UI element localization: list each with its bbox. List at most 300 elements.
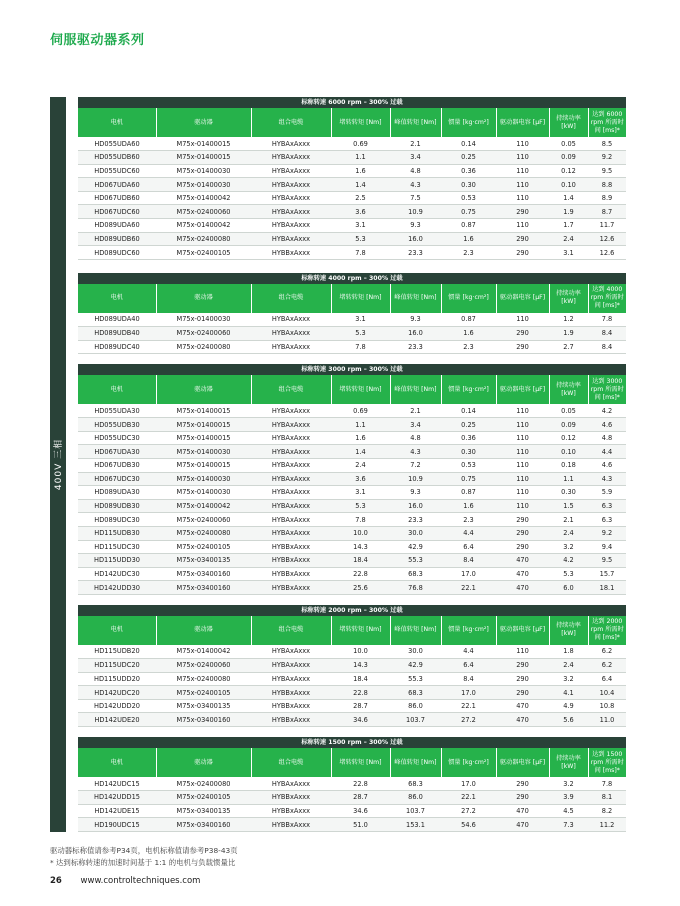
table-cell: 22.8 — [331, 567, 390, 581]
table-cell: 34.6 — [331, 804, 390, 818]
header-continuous-torque: 堵转转矩 [Nm] — [331, 108, 390, 137]
table-cell: 8.4 — [588, 340, 626, 354]
table-row — [78, 713, 626, 727]
table-cell: 1.5 — [549, 499, 588, 513]
table-cell: M75x-03400160 — [156, 581, 251, 595]
table-row — [78, 219, 626, 233]
table-cell: HD055UDC60 — [78, 164, 156, 178]
table-cell: 0.30 — [549, 486, 588, 500]
table-cell: 86.0 — [390, 791, 441, 805]
speed-section-title: 标称转速 1500 rpm – 300% 过载 — [78, 737, 626, 748]
table-cell: 0.09 — [549, 151, 588, 165]
table-row — [78, 554, 626, 568]
speed-section-title: 标称转速 4000 rpm – 300% 过载 — [78, 273, 626, 284]
table-cell: 2.3 — [441, 246, 496, 260]
table-cell: HYBAxAxxx — [251, 326, 331, 340]
table-cell: HYBAxAxxx — [251, 205, 331, 219]
table-cell: 30.0 — [390, 526, 441, 540]
table-cell: 5.3 — [331, 232, 390, 246]
table-cell: HD089UDB60 — [78, 232, 156, 246]
table-cell: 42.9 — [390, 540, 441, 554]
table-cell: HYBAxAxxx — [251, 472, 331, 486]
table-cell: 0.12 — [549, 431, 588, 445]
table-row — [78, 205, 626, 219]
table-cell: M75x-01400042 — [156, 191, 251, 205]
table-cell: HYBAxAxxx — [251, 526, 331, 540]
table-cell: HYBAxAxxx — [251, 313, 331, 327]
table-cell: 7.2 — [390, 459, 441, 473]
table-cell: HYBAxAxxx — [251, 445, 331, 459]
table-cell: 1.6 — [441, 232, 496, 246]
table-header-row — [78, 108, 626, 137]
table-cell: HYBBxAxxx — [251, 540, 331, 554]
table-cell: 10.0 — [331, 526, 390, 540]
table-cell: M75x-02400060 — [156, 326, 251, 340]
table-cell: 110 — [496, 191, 549, 205]
table-cell: 8.4 — [441, 554, 496, 568]
table-cell: 17.0 — [441, 686, 496, 700]
table-cell: 110 — [496, 137, 549, 151]
table-cell: M75x-03400135 — [156, 699, 251, 713]
table-cell: 18.4 — [331, 554, 390, 568]
table-cell: 1.4 — [549, 191, 588, 205]
table-cell: M75x-01400015 — [156, 431, 251, 445]
table-cell: 0.25 — [441, 418, 496, 432]
table-cell: 0.05 — [549, 137, 588, 151]
table-cell: 4.4 — [441, 645, 496, 659]
table-cell: HD055UDB60 — [78, 151, 156, 165]
table-row — [78, 499, 626, 513]
table-cell: 103.7 — [390, 713, 441, 727]
table-cell: 8.4 — [441, 672, 496, 686]
header-drive: 驱动器 — [156, 108, 251, 137]
table-cell: M75x-03400135 — [156, 554, 251, 568]
table-cell: 9.3 — [390, 219, 441, 233]
table-cell: 9.2 — [588, 151, 626, 165]
table-row — [78, 418, 626, 432]
header-continuous-torque: 堵转转矩 [Nm] — [331, 748, 390, 777]
table-cell: HD055UDA60 — [78, 137, 156, 151]
table-cell: 3.4 — [390, 418, 441, 432]
table-cell: HYBBxAxxx — [251, 581, 331, 595]
header-drive-capacitance: 驱动器电容 [μF] — [496, 284, 549, 313]
table-cell: HYBAxAxxx — [251, 672, 331, 686]
table-cell: 34.6 — [331, 713, 390, 727]
header-motor: 电机 — [78, 108, 156, 137]
table-cell: 25.6 — [331, 581, 390, 595]
header-drive-capacitance: 驱动器电容 [μF] — [496, 108, 549, 137]
table-cell: HYBAxAxxx — [251, 191, 331, 205]
table-row — [78, 459, 626, 473]
table-cell: 6.2 — [588, 645, 626, 659]
table-cell: 8.5 — [588, 137, 626, 151]
table-cell: 2.1 — [390, 137, 441, 151]
spec-table — [78, 748, 626, 832]
table-cell: 6.4 — [441, 540, 496, 554]
table-cell: 10.9 — [390, 472, 441, 486]
speed-section-title: 标称转速 2000 rpm – 300% 过载 — [78, 605, 626, 616]
table-cell: 0.10 — [549, 178, 588, 192]
table-cell: 2.5 — [331, 191, 390, 205]
spec-table — [78, 108, 626, 260]
table-row — [78, 191, 626, 205]
table-cell: 290 — [496, 659, 549, 673]
table-cell: 110 — [496, 459, 549, 473]
table-row — [78, 818, 626, 832]
table-cell: 5.3 — [331, 499, 390, 513]
table-row — [78, 540, 626, 554]
table-cell: 51.0 — [331, 818, 390, 832]
table-cell: M75x-01400030 — [156, 313, 251, 327]
header-drive-capacitance: 驱动器电容 [μF] — [496, 375, 549, 404]
table-cell: 4.9 — [549, 699, 588, 713]
table-cell: 17.0 — [441, 777, 496, 791]
header-inertia: 惯量 [kg·cm²] — [441, 748, 496, 777]
table-row — [78, 431, 626, 445]
table-cell: 8.9 — [588, 191, 626, 205]
table-row — [78, 232, 626, 246]
table-row — [78, 164, 626, 178]
table-cell: 7.8 — [588, 777, 626, 791]
table-header-row — [78, 375, 626, 404]
table-cell: 1.8 — [549, 645, 588, 659]
header-motor: 电机 — [78, 748, 156, 777]
table-cell: 3.1 — [331, 313, 390, 327]
table-cell: 6.3 — [588, 499, 626, 513]
table-cell: 9.5 — [588, 554, 626, 568]
table-cell: 14.3 — [331, 540, 390, 554]
table-cell: 18.4 — [331, 672, 390, 686]
table-cell: HYBAxAxxx — [251, 431, 331, 445]
speed-section-title: 标称转速 6000 rpm – 300% 过载 — [78, 97, 626, 108]
table-cell: M75x-02400080 — [156, 526, 251, 540]
table-cell: M75x-03400160 — [156, 713, 251, 727]
header-inertia: 惯量 [kg·cm²] — [441, 616, 496, 645]
table-cell: 110 — [496, 645, 549, 659]
table-cell: 1.2 — [549, 313, 588, 327]
table-cell: 3.1 — [549, 246, 588, 260]
table-cell: 7.8 — [331, 513, 390, 527]
header-inertia: 惯量 [kg·cm²] — [441, 108, 496, 137]
table-cell: 0.36 — [441, 431, 496, 445]
table-cell: 4.6 — [588, 418, 626, 432]
website-link[interactable]: www.controltechniques.com — [80, 876, 201, 886]
table-cell: 27.2 — [441, 804, 496, 818]
table-cell: HYBAxAxxx — [251, 459, 331, 473]
table-cell: 8.4 — [588, 326, 626, 340]
table-cell: 110 — [496, 499, 549, 513]
table-cell: HD142UDC30 — [78, 567, 156, 581]
table-cell: HD055UDA30 — [78, 404, 156, 418]
table-cell: 8.7 — [588, 205, 626, 219]
table-cell: 17.0 — [441, 567, 496, 581]
table-cell: 6.2 — [588, 659, 626, 673]
table-cell: HYBAxAxxx — [251, 164, 331, 178]
table-cell: 68.3 — [390, 686, 441, 700]
table-cell: 110 — [496, 418, 549, 432]
table-row — [78, 699, 626, 713]
table-cell: HYBBxAxxx — [251, 713, 331, 727]
table-cell: M75x-02400060 — [156, 513, 251, 527]
table-cell: 0.09 — [549, 418, 588, 432]
spec-table — [78, 284, 626, 354]
header-continuous-power: 持续功率 [kW] — [549, 375, 588, 404]
table-cell: HD089UDB30 — [78, 499, 156, 513]
header-drive: 驱动器 — [156, 284, 251, 313]
table-row — [78, 513, 626, 527]
table-cell: HD055UDB30 — [78, 418, 156, 432]
table-cell: M75x-01400015 — [156, 137, 251, 151]
speed-section — [78, 364, 626, 595]
speed-section — [78, 605, 626, 727]
table-cell: 23.3 — [390, 246, 441, 260]
table-cell: HD142UDD15 — [78, 791, 156, 805]
header-drive: 驱动器 — [156, 616, 251, 645]
footnote-acceleration: * 达到标称转速的加速时间基于 1:1 的电机与负载惯量比 — [50, 858, 236, 867]
header-drive: 驱动器 — [156, 748, 251, 777]
table-cell: 7.3 — [549, 818, 588, 832]
table-cell: M75x-01400015 — [156, 151, 251, 165]
table-cell: HYBBxAxxx — [251, 818, 331, 832]
table-cell: 7.8 — [588, 313, 626, 327]
table-cell: 3.4 — [390, 151, 441, 165]
table-cell: HD115UDC30 — [78, 540, 156, 554]
table-cell: 3.2 — [549, 672, 588, 686]
header-acceleration-time: 达到 2000 rpm 所需时间 [ms]* — [588, 616, 626, 645]
table-cell: 16.0 — [390, 326, 441, 340]
table-cell: HD190UDC15 — [78, 818, 156, 832]
table-cell: 9.3 — [390, 486, 441, 500]
table-cell: M75x-03400160 — [156, 567, 251, 581]
table-row — [78, 645, 626, 659]
table-cell: 3.2 — [549, 540, 588, 554]
table-cell: 16.0 — [390, 232, 441, 246]
table-row — [78, 777, 626, 791]
footnote-reference: 驱动器标称值请参考P34页，电机标称值请参考P38-43页 — [50, 846, 238, 855]
table-cell: 54.6 — [441, 818, 496, 832]
table-row — [78, 151, 626, 165]
table-cell: 103.7 — [390, 804, 441, 818]
table-cell: 110 — [496, 445, 549, 459]
table-cell: 4.3 — [390, 445, 441, 459]
table-cell: 4.4 — [441, 526, 496, 540]
table-cell: 290 — [496, 340, 549, 354]
table-cell: 3.6 — [331, 472, 390, 486]
table-cell: HYBAxAxxx — [251, 178, 331, 192]
header-motor: 电机 — [78, 616, 156, 645]
table-cell: 6.4 — [441, 659, 496, 673]
header-continuous-power: 持续功率 [kW] — [549, 616, 588, 645]
header-cable: 组合电缆 — [251, 284, 331, 313]
table-cell: 290 — [496, 686, 549, 700]
table-row — [78, 445, 626, 459]
table-row — [78, 804, 626, 818]
table-cell: M75x-02400080 — [156, 672, 251, 686]
table-cell: 4.8 — [390, 164, 441, 178]
table-cell: M75x-02400060 — [156, 659, 251, 673]
table-cell: 110 — [496, 151, 549, 165]
table-cell: 0.36 — [441, 164, 496, 178]
table-cell: 68.3 — [390, 777, 441, 791]
table-cell: 0.30 — [441, 178, 496, 192]
table-cell: HYBBxAxxx — [251, 804, 331, 818]
table-cell: 0.87 — [441, 486, 496, 500]
header-motor: 电机 — [78, 284, 156, 313]
table-cell: 110 — [496, 313, 549, 327]
table-cell: 110 — [496, 431, 549, 445]
table-cell: 6.4 — [588, 672, 626, 686]
table-cell: HYBAxAxxx — [251, 777, 331, 791]
table-cell: HD067UDC30 — [78, 472, 156, 486]
table-cell: M75x-01400030 — [156, 486, 251, 500]
table-cell: 23.3 — [390, 340, 441, 354]
table-cell: 290 — [496, 526, 549, 540]
table-cell: HYBAxAxxx — [251, 404, 331, 418]
header-inertia: 惯量 [kg·cm²] — [441, 375, 496, 404]
table-cell: HD115UDD20 — [78, 672, 156, 686]
table-cell: 5.9 — [588, 486, 626, 500]
table-cell: 0.05 — [549, 404, 588, 418]
page-number: 26 — [50, 876, 62, 886]
table-cell: M75x-01400015 — [156, 459, 251, 473]
table-cell: HD142UDC15 — [78, 777, 156, 791]
table-cell: 4.8 — [390, 431, 441, 445]
table-cell: 23.3 — [390, 513, 441, 527]
table-cell: 42.9 — [390, 659, 441, 673]
table-cell: HD067UDB60 — [78, 191, 156, 205]
speed-section-title: 标称转速 3000 rpm – 300% 过载 — [78, 364, 626, 375]
table-row — [78, 486, 626, 500]
table-cell: 1.1 — [331, 151, 390, 165]
table-cell: M75x-02400105 — [156, 540, 251, 554]
table-row — [78, 340, 626, 354]
table-cell: 290 — [496, 791, 549, 805]
spec-tables — [78, 97, 626, 845]
table-cell: 110 — [496, 404, 549, 418]
table-row — [78, 178, 626, 192]
footnotes — [50, 845, 238, 869]
table-cell: M75x-02400080 — [156, 232, 251, 246]
table-row — [78, 659, 626, 673]
table-cell: 1.9 — [549, 205, 588, 219]
table-cell: HYBBxAxxx — [251, 791, 331, 805]
table-cell: M75x-02400080 — [156, 340, 251, 354]
table-cell: 11.0 — [588, 713, 626, 727]
table-cell: HD067UDB30 — [78, 459, 156, 473]
table-cell: 4.6 — [588, 459, 626, 473]
table-cell: 0.53 — [441, 191, 496, 205]
table-cell: 1.1 — [549, 472, 588, 486]
table-cell: 290 — [496, 205, 549, 219]
table-cell: HD142UDC20 — [78, 686, 156, 700]
table-cell: 8.2 — [588, 804, 626, 818]
table-cell: 68.3 — [390, 567, 441, 581]
table-cell: 18.1 — [588, 581, 626, 595]
table-cell: 3.6 — [331, 205, 390, 219]
table-cell: 290 — [496, 232, 549, 246]
table-cell: 22.1 — [441, 699, 496, 713]
table-cell: 470 — [496, 554, 549, 568]
table-cell: HD115UDD30 — [78, 554, 156, 568]
table-cell: 1.6 — [441, 499, 496, 513]
table-header-row — [78, 284, 626, 313]
table-cell: 2.7 — [549, 340, 588, 354]
table-cell: HYBBxAxxx — [251, 246, 331, 260]
table-cell: 0.18 — [549, 459, 588, 473]
table-cell: 1.6 — [331, 431, 390, 445]
table-cell: HD089UDA30 — [78, 486, 156, 500]
speed-section — [78, 97, 626, 260]
table-cell: M75x-01400042 — [156, 219, 251, 233]
header-peak-torque: 峰值转矩 [Nm] — [390, 375, 441, 404]
table-row — [78, 581, 626, 595]
table-row — [78, 791, 626, 805]
table-cell: 4.1 — [549, 686, 588, 700]
table-cell: 0.75 — [441, 205, 496, 219]
table-cell: 5.3 — [549, 567, 588, 581]
table-cell: 4.3 — [588, 472, 626, 486]
header-continuous-power: 持续功率 [kW] — [549, 108, 588, 137]
header-drive-capacitance: 驱动器电容 [μF] — [496, 616, 549, 645]
table-cell: 12.6 — [588, 246, 626, 260]
table-cell: HD067UDA30 — [78, 445, 156, 459]
table-cell: HYBAxAxxx — [251, 499, 331, 513]
header-inertia: 惯量 [kg·cm²] — [441, 284, 496, 313]
table-cell: 12.6 — [588, 232, 626, 246]
table-cell: 22.1 — [441, 791, 496, 805]
table-row — [78, 472, 626, 486]
table-cell: 55.3 — [390, 672, 441, 686]
header-acceleration-time: 达到 6000 rpm 所需时间 [ms]* — [588, 108, 626, 137]
table-cell: 28.7 — [331, 791, 390, 805]
table-cell: HYBBxAxxx — [251, 686, 331, 700]
table-cell: 30.0 — [390, 645, 441, 659]
table-cell: M75x-03400135 — [156, 804, 251, 818]
table-cell: 290 — [496, 672, 549, 686]
header-cable: 组合电缆 — [251, 616, 331, 645]
table-cell: HYBAxAxxx — [251, 137, 331, 151]
table-cell: 0.87 — [441, 219, 496, 233]
header-continuous-torque: 堵转转矩 [Nm] — [331, 616, 390, 645]
table-cell: 2.4 — [549, 659, 588, 673]
table-cell: HYBAxAxxx — [251, 645, 331, 659]
table-cell: 11.2 — [588, 818, 626, 832]
table-cell: M75x-03400160 — [156, 818, 251, 832]
header-continuous-power: 持续功率 [kW] — [549, 284, 588, 313]
table-cell: 0.25 — [441, 151, 496, 165]
table-cell: HYBBxAxxx — [251, 567, 331, 581]
table-cell: 0.69 — [331, 137, 390, 151]
table-cell: 2.3 — [441, 340, 496, 354]
table-cell: 290 — [496, 777, 549, 791]
speed-section — [78, 273, 626, 354]
voltage-label-text: 400V 三相 — [54, 438, 65, 491]
table-cell: 110 — [496, 486, 549, 500]
table-cell: 0.69 — [331, 404, 390, 418]
table-cell: M75x-01400015 — [156, 418, 251, 432]
table-cell: HD067UDA60 — [78, 178, 156, 192]
table-cell: 470 — [496, 804, 549, 818]
table-header-row — [78, 748, 626, 777]
table-cell: M75x-02400060 — [156, 205, 251, 219]
table-cell: HD089UDC60 — [78, 246, 156, 260]
header-peak-torque: 峰值转矩 [Nm] — [390, 108, 441, 137]
table-cell: 2.4 — [549, 232, 588, 246]
table-cell: M75x-02400105 — [156, 246, 251, 260]
table-cell: 0.30 — [441, 445, 496, 459]
table-cell: 7.8 — [331, 246, 390, 260]
table-cell: 10.4 — [588, 686, 626, 700]
